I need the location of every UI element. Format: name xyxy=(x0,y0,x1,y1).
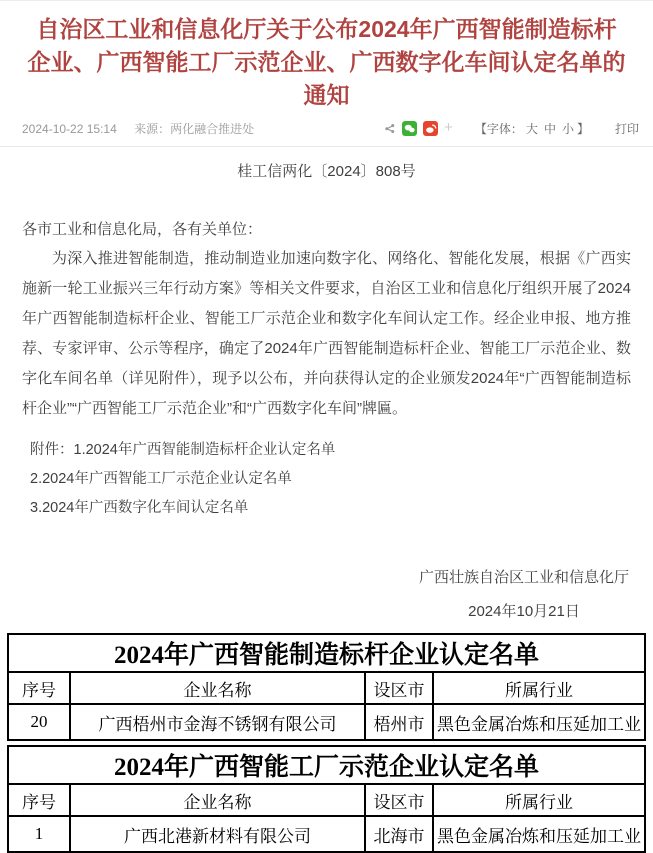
notice-paragraph: 为深入推进智能制造，推动制造业加速向数字化、网络化、智能化发展，根据《广西实施新一轮工业振兴三年行动方案》等相关文件要求，自治区工业和信息化厅组织开展了2024年广西智能制造标杆企业、智能工厂示范企业和数字化车间认定工作。经企业申报、地方推荐、专家评审、公示等程序，确定了2024年广西智能制造标杆企业、智能工厂示范企业、数字化车间名单（详见附件），现予以公布，并向获得认定的企业颁发2024年“广西智能制造标杆企业”“广西智能工厂示范企业”和“广西数字化车间”牌匾。 xyxy=(22,250,631,417)
share-group xyxy=(383,121,453,136)
table-row xyxy=(8,816,645,852)
col-header-seq: 序号 xyxy=(8,784,70,816)
table-row xyxy=(8,704,645,740)
attachments-list xyxy=(30,436,631,523)
table-title: 2024年广西智能制造标杆企业认定名单 xyxy=(8,634,645,672)
attachment-item-1 xyxy=(30,436,631,465)
salutation: 各市工业和信息化局，各有关单位： xyxy=(22,221,263,238)
cell-company: 广西梧州市金海不锈钢有限公司 xyxy=(70,704,365,740)
cell-company: 广西北港新材料有限公司 xyxy=(70,816,365,852)
more-share-icon[interactable]: + xyxy=(444,119,453,136)
attachments-label: 附件： xyxy=(30,442,74,458)
font-label-open: 【字体： xyxy=(474,121,523,136)
meta-left xyxy=(22,120,268,137)
table-smart-factory-enterprises xyxy=(7,745,646,853)
cell-industry: 黑色金属冶炼和压延加工业 xyxy=(433,816,645,852)
meta-right xyxy=(383,120,639,137)
cell-city: 梧州市 xyxy=(365,704,433,740)
table-title: 2024年广西智能工厂示范企业认定名单 xyxy=(8,746,645,784)
signature-date: 2024年10月21日 xyxy=(468,603,580,620)
signature-block xyxy=(419,566,629,621)
cell-seq: 1 xyxy=(8,816,70,852)
notice-page xyxy=(0,13,653,846)
cell-seq: 20 xyxy=(8,704,70,740)
wechat-share-icon[interactable] xyxy=(402,121,417,136)
col-header-industry: 所属行业 xyxy=(433,784,645,816)
col-header-city: 设区市 xyxy=(365,784,433,816)
table-title-row xyxy=(8,634,645,672)
weibo-share-icon[interactable] xyxy=(423,121,438,136)
attachment-item-2: 2.2024年广西智能工厂示范企业认定名单 xyxy=(30,471,292,487)
font-size-control xyxy=(475,120,589,137)
col-header-city: 设区市 xyxy=(365,672,433,704)
col-header-company: 企业名称 xyxy=(70,672,365,704)
table-benchmark-enterprises xyxy=(7,633,646,741)
publish-datetime: 2024-10-22 15:14 xyxy=(22,121,117,136)
table-header-row xyxy=(8,672,645,704)
col-header-industry: 所属行业 xyxy=(433,672,645,704)
font-size-medium[interactable]: 中 xyxy=(543,121,556,136)
print-button[interactable]: 打印 xyxy=(614,121,639,136)
doc-number: 桂工信两化〔2024〕808号 xyxy=(237,163,416,180)
source-label: 来源：两化融合推进处 xyxy=(134,121,255,136)
meta-row xyxy=(22,119,639,137)
attachment-title-1: 1.2024年广西智能制造标杆企业认定名单 xyxy=(73,442,336,458)
table-title-row xyxy=(8,746,645,784)
col-header-company: 企业名称 xyxy=(70,784,365,816)
attachment-item-3: 3.2024年广西数字化车间认定名单 xyxy=(30,500,249,516)
table-header-row xyxy=(8,784,645,816)
font-size-large[interactable]: 大 xyxy=(525,121,538,136)
col-header-seq: 序号 xyxy=(8,672,70,704)
cell-industry: 黑色金属冶炼和压延加工业 xyxy=(433,704,645,740)
font-size-small[interactable]: 小 xyxy=(561,121,574,136)
signature-org: 广西壮族自治区工业和信息化厅 xyxy=(418,569,629,586)
page-title: 自治区工业和信息化厅关于公布2024年广西智能制造标杆企业、广西智能工厂示范企业、广西数字化车间认定名单的通知 xyxy=(27,16,626,108)
divider xyxy=(0,146,653,147)
font-label-close: 】 xyxy=(576,121,589,136)
share-icon[interactable] xyxy=(383,122,396,135)
cell-city: 北海市 xyxy=(365,816,433,852)
